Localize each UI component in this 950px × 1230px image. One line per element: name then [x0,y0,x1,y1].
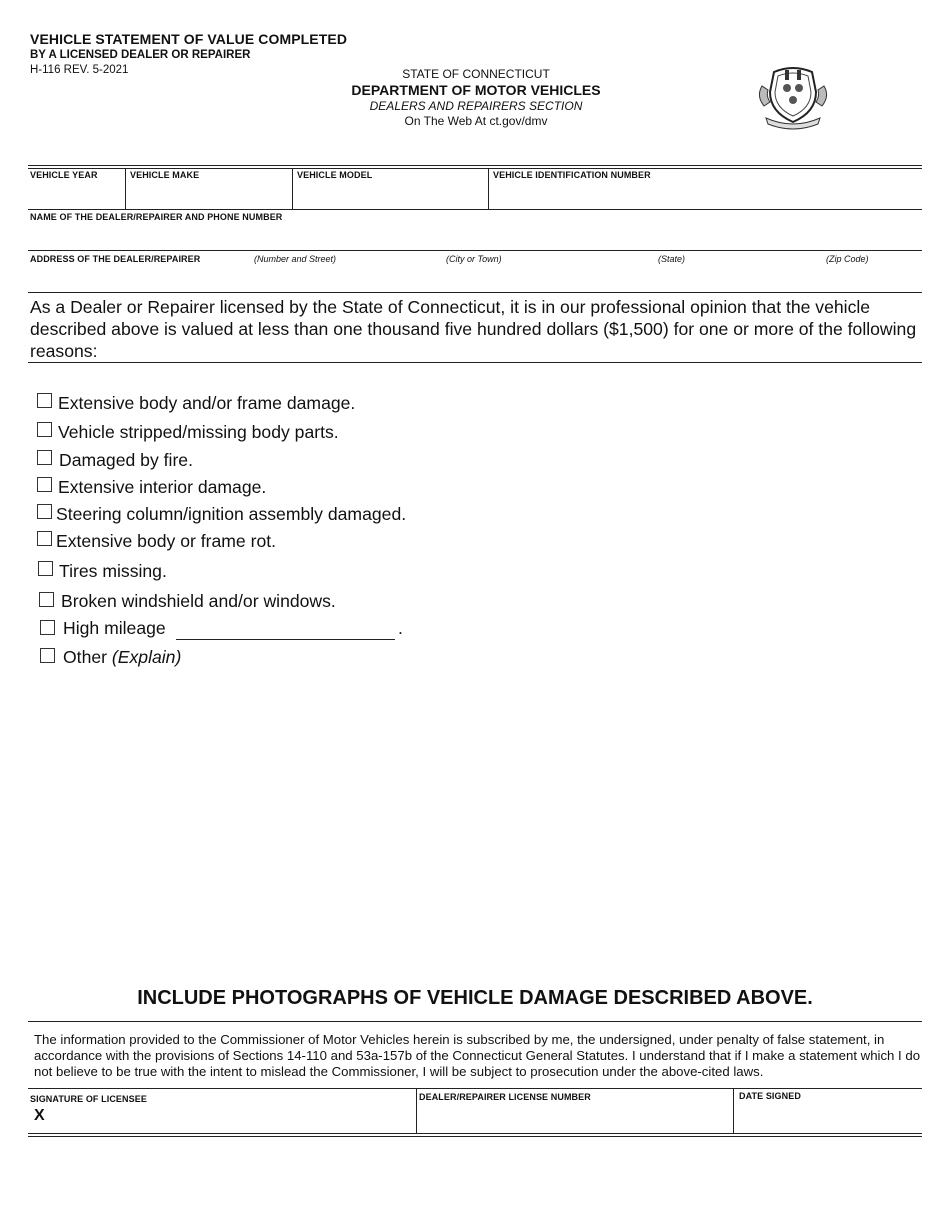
mileage-input-line[interactable] [176,639,395,640]
reason-checkbox-frame-rot[interactable] [37,531,52,546]
department-name: DEPARTMENT OF MOTOR VEHICLES [351,82,601,98]
reason-checkbox-stripped-parts[interactable] [37,422,52,437]
form-subtitle: BY A LICENSED DEALER OR REPAIRER [30,49,251,61]
vehicle-year-label: VEHICLE YEAR [30,170,98,180]
date-signed-label: DATE SIGNED [739,1091,801,1101]
reason-checkbox-steering-ignition[interactable] [37,504,52,519]
website-text: On The Web At ct.gov/dmv [404,114,548,128]
form-number: H-116 REV. 5-2021 [30,64,129,76]
section-name: DEALERS AND REPAIRERS SECTION [369,99,583,113]
mileage-period: . [398,618,403,638]
reason-label: High mileage [63,618,166,638]
dealer-address-label: ADDRESS OF THE DEALER/REPAIRER [30,254,201,264]
address-city-hint: (City or Town) [446,254,502,264]
reason-label [63,647,181,667]
reason-checkbox-interior-damage[interactable] [37,477,52,492]
valuation-statement: As a Dealer or Repairer licensed by the State of Connecticut, it is in our professional opinion that the vehicle described above is valued at less than one thousand five hundred dollars ($1,500) for one or more of the following reasons: [30,297,917,361]
reason-checkbox-body-frame-damage[interactable] [37,393,52,408]
vin-label: VEHICLE IDENTIFICATION NUMBER [493,170,651,180]
legal-attestation: The information provided to the Commissioner of Motor Vehicles herein is subscribed by me, the undersigned, under penalty of false statement, in accordance with the provisions of Sections 14-110 and 53a-157b of the Connecticut General Statutes. I understand that if I make a statement which I do not believe to be true with the intent to mislead the Commissioner, I will be subject to prosecution under the above-cited laws. [34,1032,921,1079]
reason-checkbox-tires-missing[interactable] [38,561,53,576]
reason-other-explain: (Explain) [111,647,182,667]
signature-label: SIGNATURE OF LICENSEE [30,1094,147,1104]
reason-label: Tires missing. [59,561,167,581]
signature-mark: X [34,1107,45,1124]
reason-checkbox-other[interactable] [40,648,55,663]
form-title: VEHICLE STATEMENT OF VALUE COMPLETED [30,31,348,47]
vehicle-make-label: VEHICLE MAKE [130,170,200,180]
dealer-name-phone-label: NAME OF THE DEALER/REPAIRER AND PHONE NUMBER [30,212,283,222]
reason-checkbox-high-mileage[interactable] [40,620,55,635]
reason-label: Broken windshield and/or windows. [61,591,336,611]
reason-checkbox-fire-damage[interactable] [37,450,52,465]
state-name: STATE OF CONNECTICUT [402,67,550,81]
license-number-label: DEALER/REPAIRER LICENSE NUMBER [419,1092,591,1102]
reason-label: Extensive interior damage. [58,477,267,497]
photos-notice: INCLUDE PHOTOGRAPHS OF VEHICLE DAMAGE DESCRIBED ABOVE. [137,987,813,1009]
address-state-hint: (State) [658,254,686,264]
reason-label: Steering column/ignition assembly damaged. [56,504,407,524]
vehicle-model-label: VEHICLE MODEL [297,170,373,180]
reason-checkbox-windshield[interactable] [39,592,54,607]
reason-label: Vehicle stripped/missing body parts. [58,422,339,442]
connecticut-state-seal-icon [752,62,834,132]
reason-label: Damaged by fire. [59,450,193,470]
reason-label: Extensive body and/or frame damage. [58,393,356,413]
address-street-hint: (Number and Street) [254,254,337,264]
address-zip-hint: (Zip Code) [826,254,869,264]
reason-label: Extensive body or frame rot. [56,531,277,551]
reason-other-label: Other [63,647,108,667]
